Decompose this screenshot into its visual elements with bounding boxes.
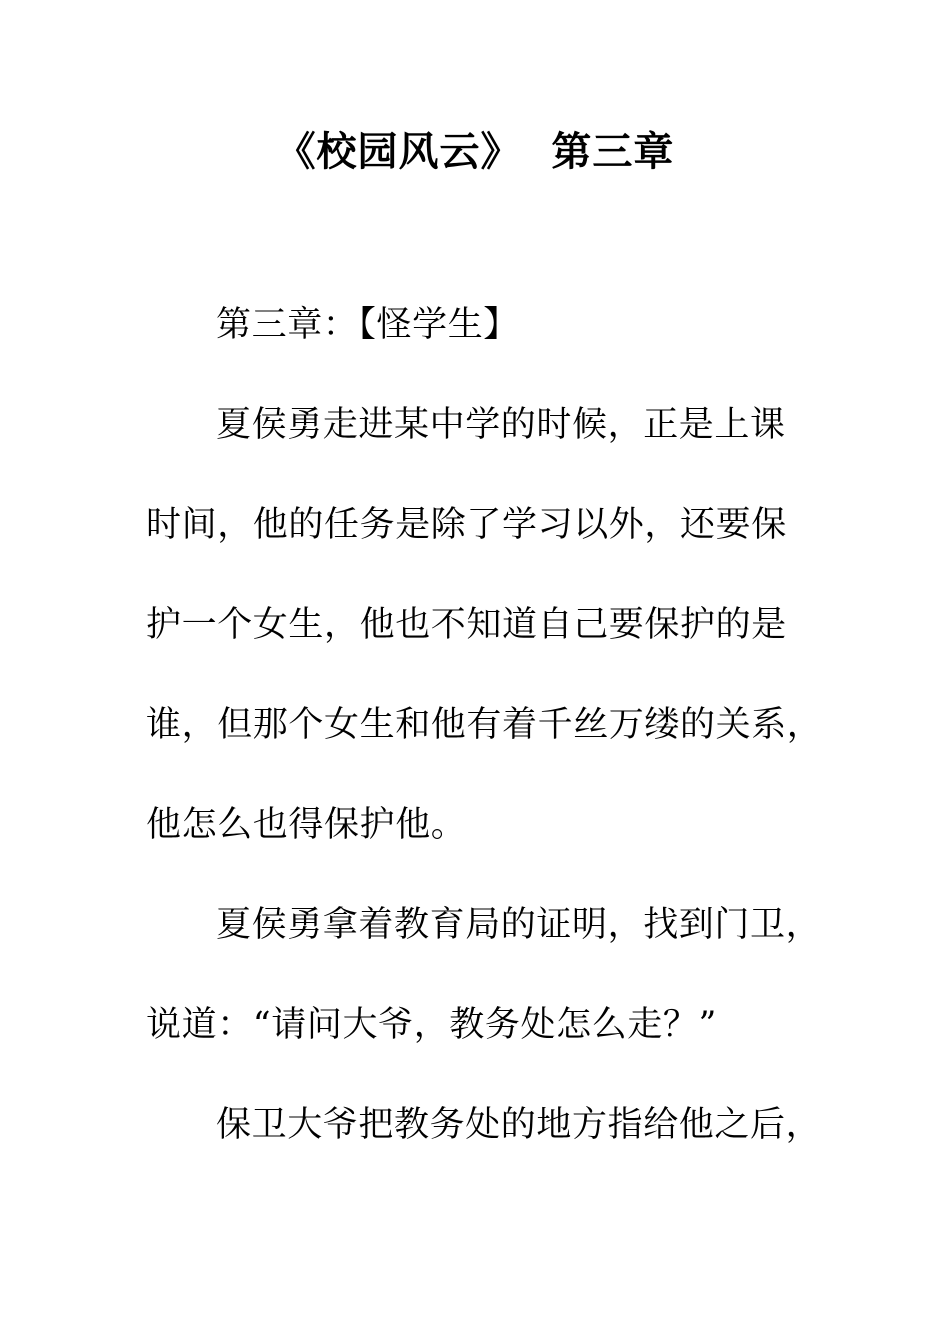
paragraph-line: 夏侯勇拿着教育局的证明，找到门卫， bbox=[216, 905, 822, 945]
paragraph-line: 说道：“请问大爷，教务处怎么走？” bbox=[146, 1005, 717, 1045]
paragraph-line: 时间，他的任务是除了学习以外，还要保 bbox=[146, 505, 787, 545]
paragraph-line: 保卫大爷把教务处的地方指给他之后， bbox=[216, 1105, 822, 1145]
document-title: 《校园风云》 第三章 bbox=[275, 128, 675, 175]
chapter-heading: 第三章：【怪学生】 bbox=[216, 305, 519, 345]
paragraph-line: 他怎么也得保护他。 bbox=[146, 805, 467, 845]
paragraph-line: 谁，但那个女生和他有着千丝万缕的关系， bbox=[146, 705, 823, 745]
paragraph-line: 夏侯勇走进某中学的时候，正是上课 bbox=[216, 405, 786, 445]
paragraph-line: 护一个女生，他也不知道自己要保护的是 bbox=[146, 605, 787, 645]
